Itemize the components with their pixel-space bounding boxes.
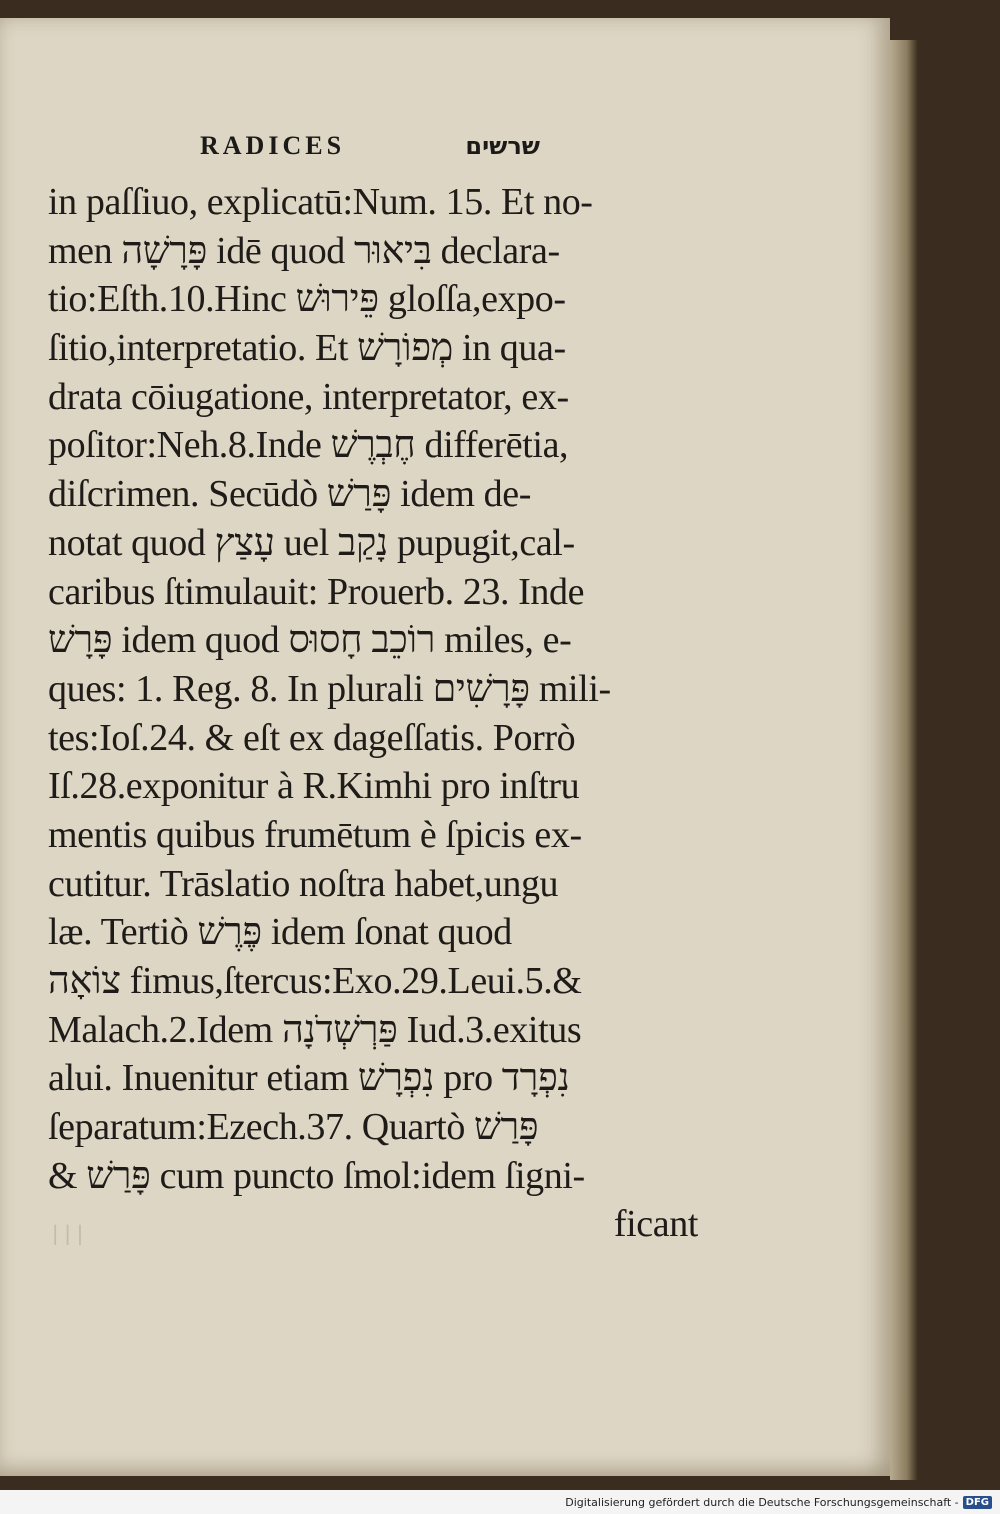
text-line: læ. Tertiò פֶּרֶשׁ idem ſonat quod (48, 911, 512, 954)
text-line: in paſſiuo, explicatū:Num. 15. Et no- (48, 181, 593, 223)
dfg-logo-icon: DFG (963, 1496, 992, 1509)
running-head (200, 126, 540, 166)
text-line: caribus ſtimulauit: Prouerb. 23. Inde (48, 570, 585, 613)
text-line: tes:Ioſ.24. & eſt ex dageſſatis. Porrò (48, 716, 576, 759)
text-line: mentis quibus frumētum è ſpicis ex- (48, 813, 582, 856)
body-text (48, 178, 698, 1249)
text-line: & פָּרַשׁ cum puncto ſmol:idem ſigni- (48, 1154, 585, 1197)
digitization-footer (0, 1490, 1000, 1514)
catchword: ficant (613, 1203, 698, 1246)
text-line: poſitor:Neh.8.Inde חֶבְרֶשׁ differētia, (48, 424, 569, 467)
text-line: notat quod עָצַץ uel נָקַב pupugit,cal- (48, 521, 575, 564)
book-page (0, 18, 890, 1476)
text-line: Malach.2.Idem פַּרְשְׁדֹנָה Iud.3.exitus (48, 1008, 582, 1051)
funding-credit: Digitalisierung gefördert durch die Deutsche Forschungsgemeinschaft - (565, 1495, 959, 1509)
running-head-latin: RADICES (200, 131, 346, 160)
text-line: פָּרָשׁ idem quod רוֹכֵב חָסוּס miles, e- (48, 619, 572, 662)
text-line: diſcrimen. Secūdò פָּרַשׁ idem de- (48, 473, 531, 516)
text-line: alui. Inuenitur etiam נִפְרָשׁ pro נִפְרָד (48, 1057, 570, 1100)
text-line: ſitio,interpretatio. Et מְפוֹרָשׁ in qua- (48, 327, 566, 370)
text-line: צוֹאָה fimus,ſtercus:Exo.29.Leui.5.& (48, 960, 582, 1002)
page-edge-shadow (890, 40, 918, 1480)
running-head-hebrew: שרשים (465, 132, 540, 160)
show-through-marks: ∣∣∣ (52, 1223, 90, 1248)
text-line: cutitur. Trāslatio noſtra habet,ungu (48, 862, 559, 905)
text-line: ſeparatum:Ezech.37. Quartò פָּרַשׁ (48, 1106, 539, 1149)
text-line: tio:Eſth.10.Hinc פֵּירוּשׁ gloſſa,expo- (48, 278, 566, 321)
text-line: men פָּרָשָׁה idē quod בִּיאוּר declara- (48, 229, 560, 272)
text-line: ques: 1. Reg. 8. In plurali פָּרָשִׁים mili- (48, 667, 611, 710)
text-line: Iſ.28.exponitur à R.Kimhi pro inſtru (48, 765, 580, 808)
text-line: drata cōiugatione, interpretator, ex- (48, 375, 569, 418)
